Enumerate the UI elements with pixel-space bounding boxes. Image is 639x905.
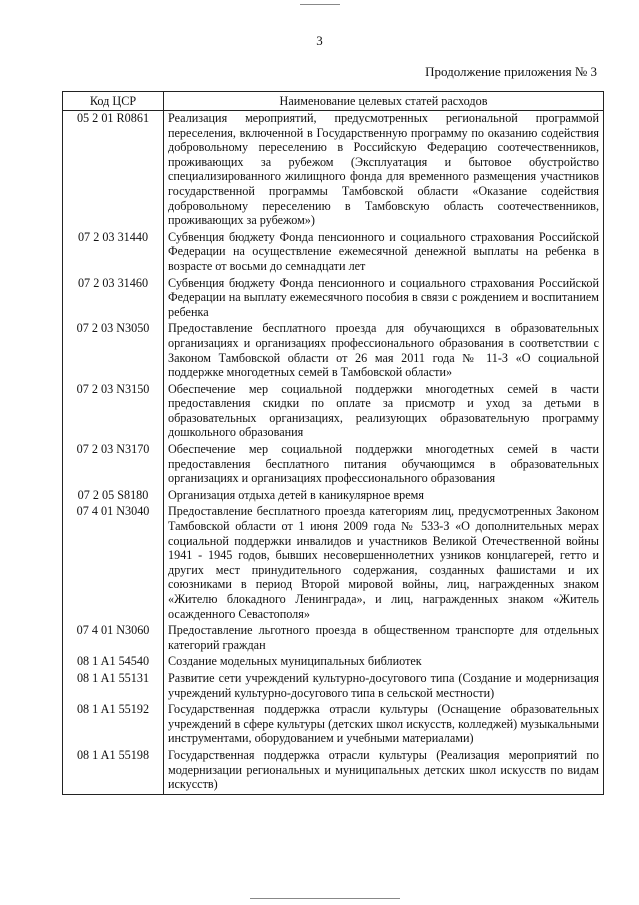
row-description: Обеспечение мер социальной поддержки многодетных семей в части предоставления скидки по оплате за присмотр и уход за детьми в образовательных организациях, реализующих образовательную программу дошкольного образования [164, 382, 604, 442]
scan-artifact-top [300, 4, 340, 5]
row-description: Государственная поддержка отрасли культуры (Оснащение образовательных учреждений в сфере культуры (детских школ искусств, колледжей) музыкальными инструментами, оборудованием и учебными материалами) [164, 702, 604, 748]
row-code: 07 2 03 N3150 [63, 382, 164, 442]
appendix-continuation-note: Продолжение приложения № 3 [425, 64, 597, 79]
row-code: 07 2 03 31460 [63, 276, 164, 322]
page-number: 3 [316, 33, 323, 48]
budget-target-items-table [62, 91, 604, 795]
row-code: 07 4 01 N3040 [63, 504, 164, 623]
row-description: Реализация мероприятий, предусмотренных региональной программой переселения, включенной в Государственную программу по оказанию содействия добровольному переселению в Российскую Федерацию соотечественников, проживающих за рубежом (Эксплуатация и бытовое обустройство специализированного жилищного фонда для временного размещения участников государственной программы Тамбовской области «Оказание содействия добровольному переселению в Тамбовскую область соотечественников, проживающих за рубежом») [164, 111, 604, 230]
row-description: Субвенция бюджету Фонда пенсионного и социального страхования Российской Федерации на выплату ежемесячного пособия в связи с рождением и воспитанием ребенка [164, 276, 604, 322]
name-column-header: Наименование целевых статей расходов [164, 92, 604, 111]
table-row [63, 702, 604, 748]
row-description: Развитие сети учреждений культурно-досугового типа (Создание и модернизация учреждений культурно-досугового типа в сельской местности) [164, 671, 604, 702]
row-code: 07 2 05 S8180 [63, 488, 164, 505]
table-row [63, 623, 604, 654]
row-description: Субвенция бюджету Фонда пенсионного и социального страхования Российской Федерации на осуществление ежемесячной денежной выплаты на ребенка в возрасте от восьми до семнадцати лет [164, 230, 604, 276]
row-code: 05 2 01 R0861 [63, 111, 164, 230]
table-header-row [63, 92, 604, 111]
row-description: Предоставление бесплатного проезда для обучающихся в образовательных организациях и организациях профессионального образования в соответствии с Законом Тамбовской области от 26 мая 2011 года № 11-З «О социальной поддержке многодетных семей в Тамбовской области» [164, 321, 604, 381]
table-row [63, 671, 604, 702]
table-row [63, 504, 604, 623]
row-description: Создание модельных муниципальных библиотек [164, 654, 604, 671]
table-row [63, 654, 604, 671]
row-description: Обеспечение мер социальной поддержки многодетных семей в части предоставления бесплатного питания обучающимся в образовательных организациях и организациях профессионального образования [164, 442, 604, 488]
table-row [63, 321, 604, 381]
row-code: 08 1 A1 55192 [63, 702, 164, 748]
row-code: 07 4 01 N3060 [63, 623, 164, 654]
row-description: Предоставление бесплатного проезда категориям лиц, предусмотренных Законом Тамбовской области от 1 июня 2009 года № 533-З «О дополнительных мерах социальной поддержки инвалидов и участников Великой Отечественной войны 1941 - 1945 годов, бывших несовершеннолетних узников концлагерей, гетто и других мест принудительного содержания, созданных фашистами и их союзниками в период Второй мировой войны, лиц, награжденных знаком «Жителю блокадного Ленинграда», и лиц, награжденных знаком «Житель осажденного Севастополя» [164, 504, 604, 623]
row-description: Государственная поддержка отрасли культуры (Реализация мероприятий по модернизации региональных и муниципальных детских школ искусств по видам искусств) [164, 748, 604, 794]
row-code: 08 1 A1 55198 [63, 748, 164, 794]
table-row [63, 230, 604, 276]
row-code: 07 2 03 N3170 [63, 442, 164, 488]
row-description: Организация отдыха детей в каникулярное время [164, 488, 604, 505]
row-code: 08 1 A1 55131 [63, 671, 164, 702]
scan-artifact-bottom [250, 898, 400, 899]
table-row [63, 382, 604, 442]
code-column-header: Код ЦСР [63, 92, 164, 111]
table-row [63, 442, 604, 488]
row-code: 07 2 03 31440 [63, 230, 164, 276]
row-description: Предоставление льготного проезда в общественном транспорте для отдельных категорий граждан [164, 623, 604, 654]
table-row [63, 748, 604, 794]
table-row [63, 276, 604, 322]
table-row [63, 111, 604, 230]
row-code: 08 1 A1 54540 [63, 654, 164, 671]
row-code: 07 2 03 N3050 [63, 321, 164, 381]
table-row [63, 488, 604, 505]
